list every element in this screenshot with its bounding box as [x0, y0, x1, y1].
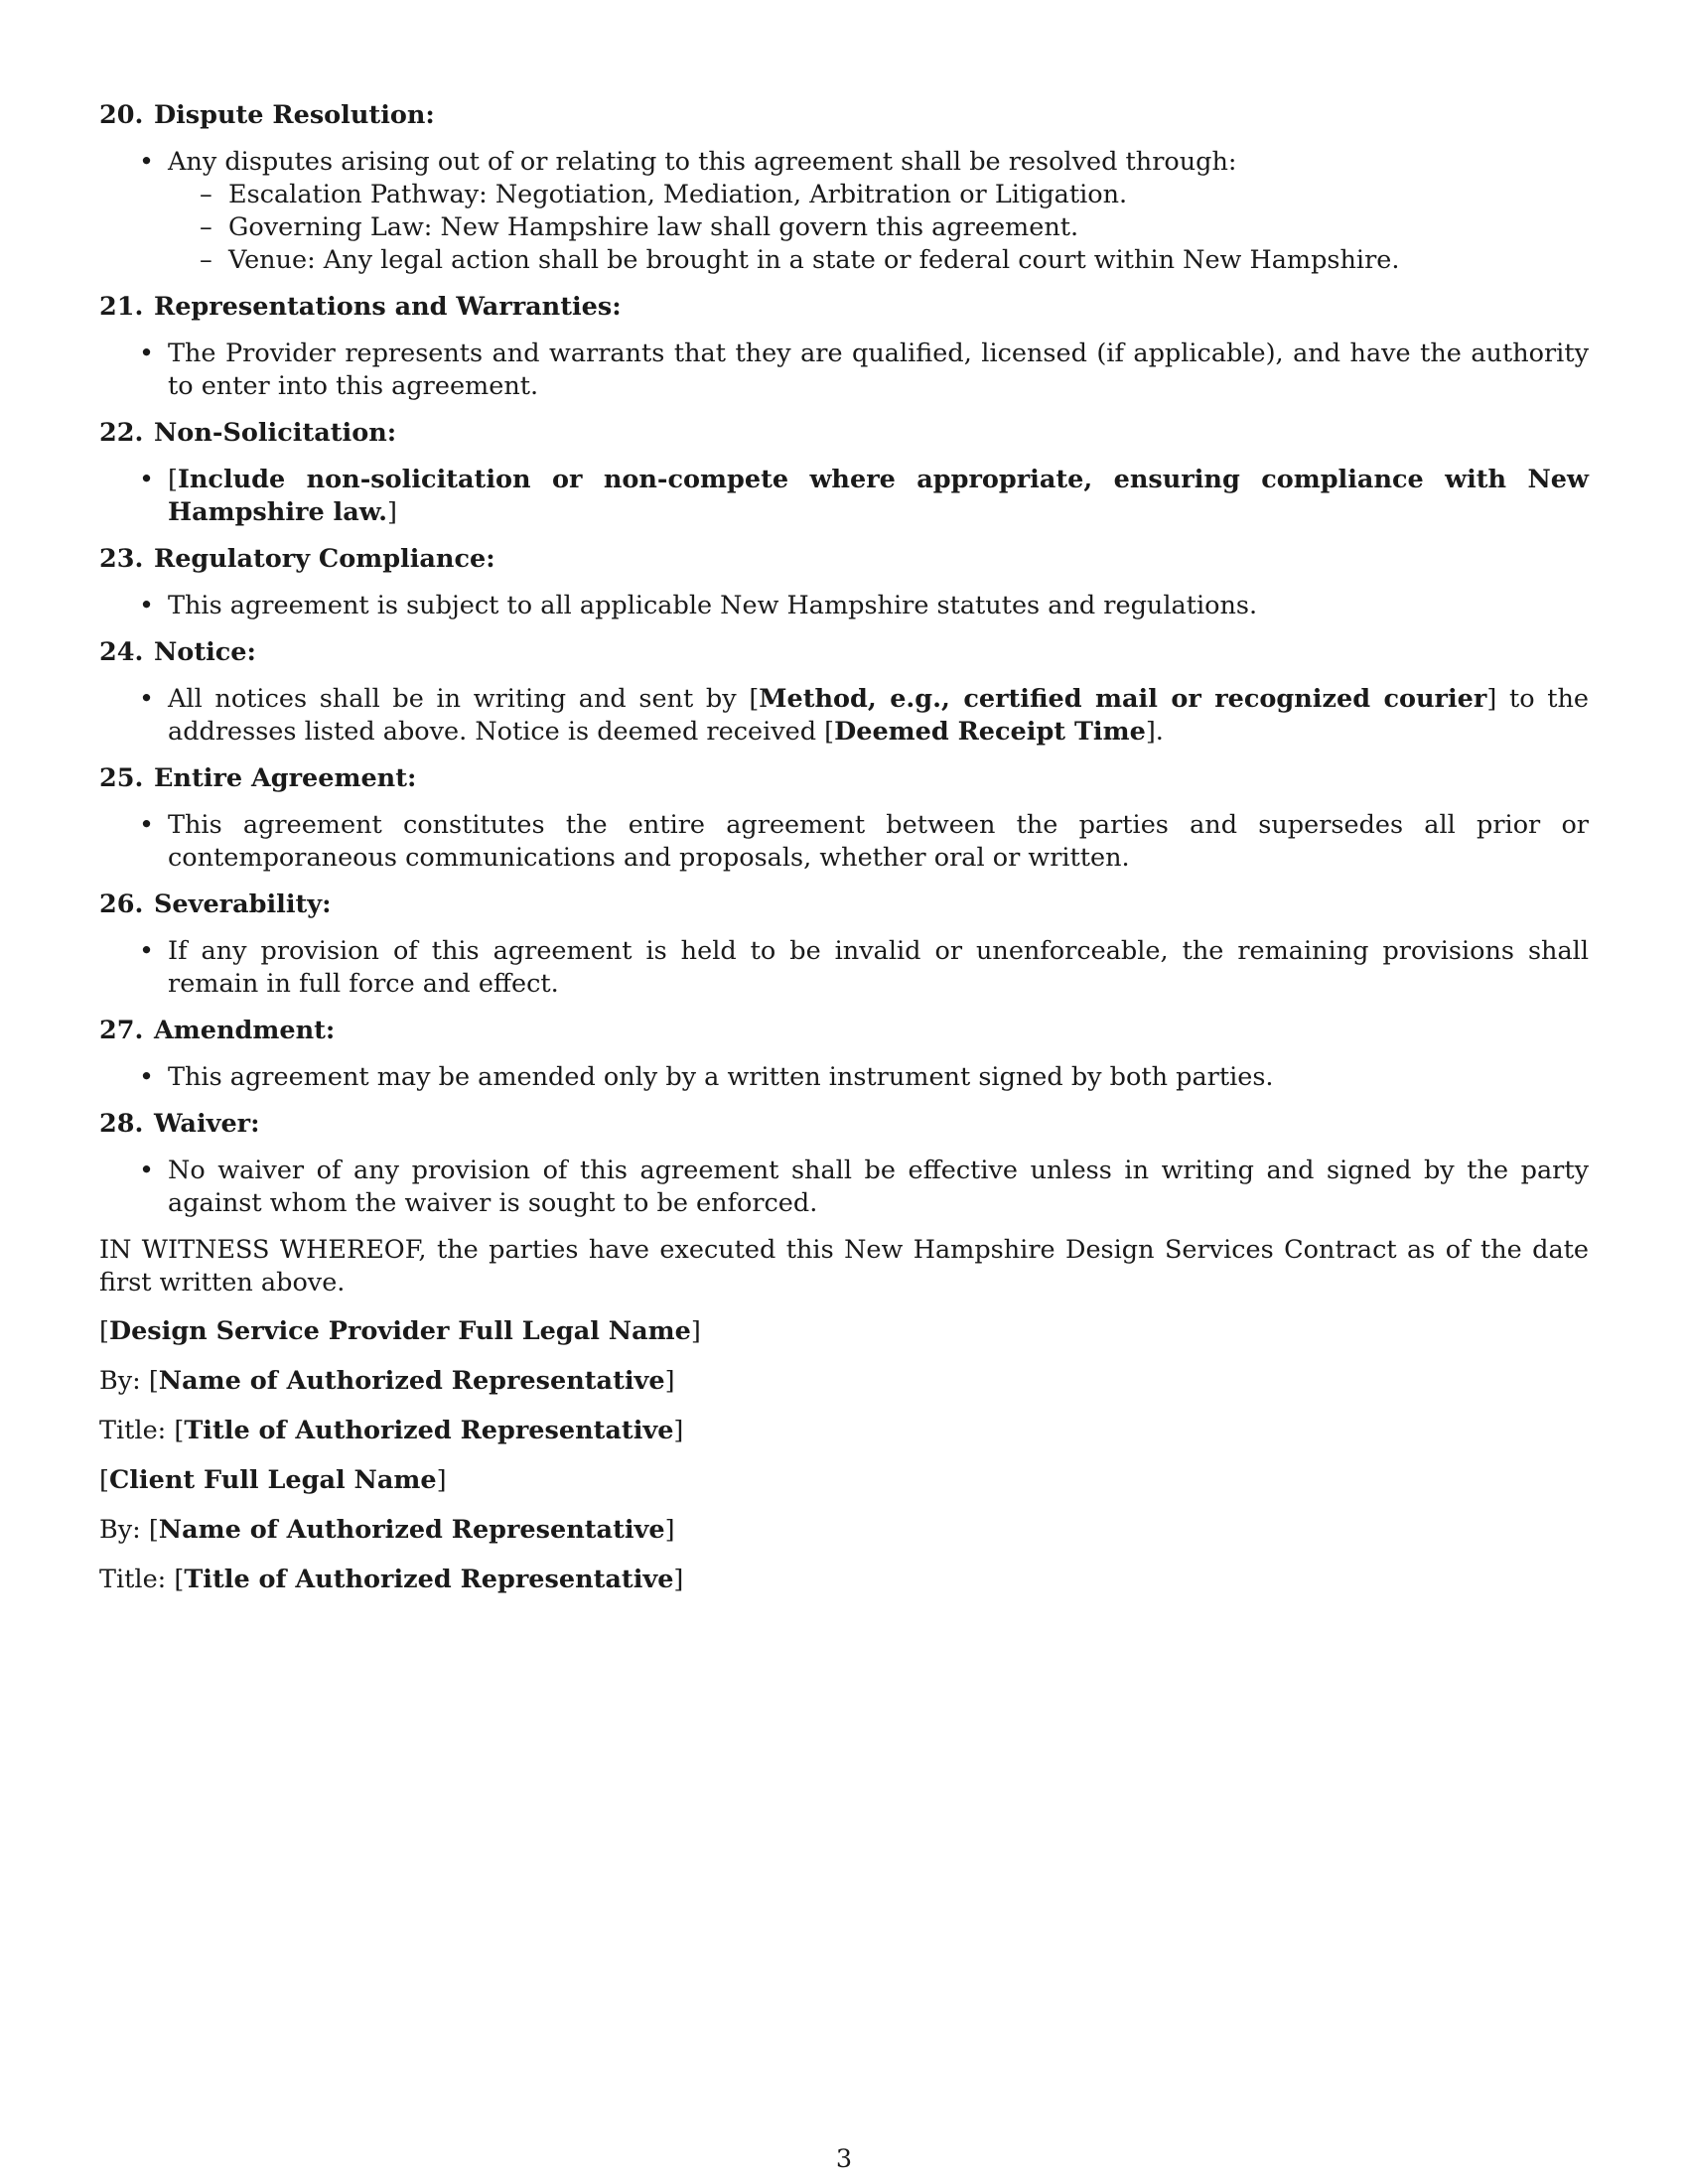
- sub-list-item: – Governing Law: New Hampshire law shall govern this agreement.: [168, 211, 1589, 244]
- list-item: • If any provision of this agreement is held to be invalid or unenforceable, the remaining provisions shall remain in full force and effect.: [99, 935, 1589, 1001]
- section-heading: 27. Amendment:: [99, 1016, 336, 1045]
- list-item: • This agreement is subject to all applicable New Hampshire statutes and regulations.: [99, 590, 1589, 622]
- list-item: • Any disputes arising out of or relating to this agreement shall be resolved through: – Escalation Pathway: Negotiation, Mediation, Arbitration or Litigation. – Governing Law: New Hampshire law shall govern this agreement. – Venue: Any legal action shall be brought in a state or federal court within New Hampshire.: [99, 146, 1589, 277]
- section-list: [99, 590, 1589, 622]
- section-list: [99, 809, 1589, 875]
- provider-by-line: By: [Name of Authorized Representative]: [99, 1366, 675, 1396]
- witness-paragraph: IN WITNESS WHEREOF, the parties have executed this New Hampshire Design Services Contract as of the date first written above.: [99, 1235, 1589, 1297]
- document-page: [99, 99, 1589, 1613]
- sub-list: [168, 179, 1589, 277]
- provider-name-line: [Design Service Provider Full Legal Name]: [99, 1316, 701, 1346]
- client-title-line: Title: [Title of Authorized Representative]: [99, 1565, 684, 1594]
- sub-list-item: – Escalation Pathway: Negotiation, Mediation, Arbitration or Litigation.: [168, 179, 1589, 211]
- section-list: [99, 935, 1589, 1001]
- section-list: [99, 338, 1589, 403]
- list-item: • This agreement constitutes the entire agreement between the parties and supersedes all prior or contemporaneous communications and proposals, whether oral or written.: [99, 809, 1589, 875]
- client-name-line: [Client Full Legal Name]: [99, 1465, 447, 1495]
- placeholder: Method, e.g., certified mail or recognized courier: [759, 684, 1487, 714]
- section-list: [99, 1155, 1589, 1220]
- section-heading: 25. Entire Agreement:: [99, 763, 417, 793]
- section-heading: 26. Severability:: [99, 889, 332, 919]
- section-heading: 23. Regulatory Compliance:: [99, 544, 495, 574]
- page-number: 3: [835, 2144, 853, 2174]
- section-list: [99, 683, 1589, 749]
- section-list: [99, 146, 1589, 277]
- list-item: • This agreement may be amended only by a written instrument signed by both parties.: [99, 1061, 1589, 1094]
- section-heading: 24. Notice:: [99, 637, 256, 667]
- list-item: • The Provider represents and warrants that they are qualified, licensed (if applicable), and have the authority to enter into this agreement.: [99, 338, 1589, 403]
- section-list: [99, 464, 1589, 529]
- section-heading: 28. Waiver:: [99, 1109, 260, 1139]
- sub-list-item: – Venue: Any legal action shall be brought in a state or federal court within New Hampshire.: [168, 244, 1589, 277]
- list-item: • All notices shall be in writing and sent by [Method, e.g., certified mail or recognized courier] to the addresses listed above. Notice is deemed received [Deemed Receipt Time].: [99, 683, 1589, 749]
- provider-title-line: Title: [Title of Authorized Representative]: [99, 1416, 684, 1445]
- client-by-line: By: [Name of Authorized Representative]: [99, 1515, 675, 1545]
- section-heading: 22. Non-Solicitation:: [99, 418, 397, 448]
- placeholder: Include non-solicitation or non-compete where appropriate, ensuring compliance with New Hampshire law.: [168, 465, 1589, 527]
- section-heading: 21. Representations and Warranties:: [99, 292, 622, 322]
- section-list: [99, 1061, 1589, 1094]
- list-item: • [Include non-solicitation or non-compete where appropriate, ensuring compliance with New Hampshire law.]: [99, 464, 1589, 529]
- placeholder: Deemed Receipt Time: [834, 717, 1146, 747]
- list-item: • No waiver of any provision of this agreement shall be effective unless in writing and signed by the party against whom the waiver is sought to be enforced.: [99, 1155, 1589, 1220]
- section-heading: 20. Dispute Resolution:: [99, 100, 435, 130]
